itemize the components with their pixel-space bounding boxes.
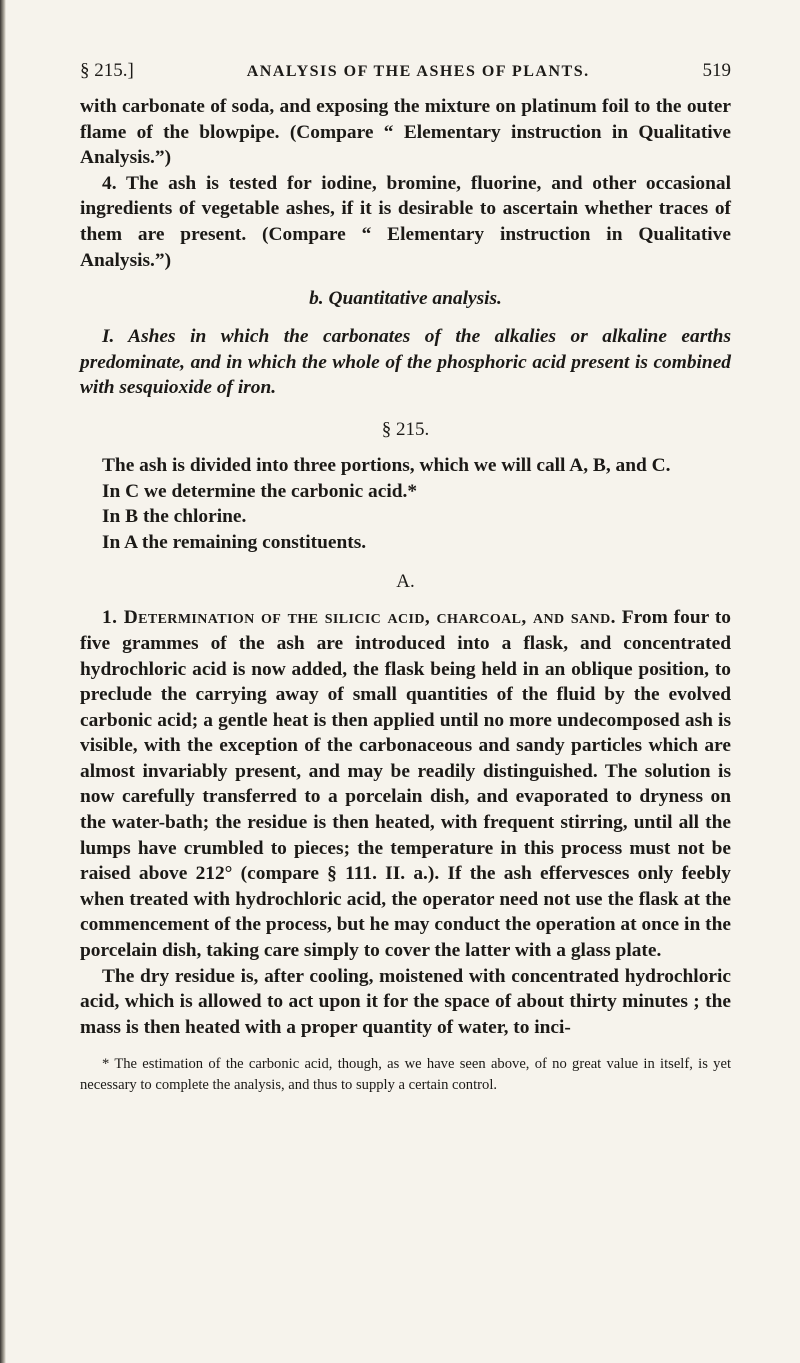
header-section: § 215.] <box>80 60 134 81</box>
portion-line: The ash is divided into three portions, which we will call A, B, and C. <box>102 454 671 476</box>
page-content <box>80 60 731 1096</box>
portion-line: In C we determine the carbonic acid.* <box>102 480 418 502</box>
section-mark: § 215. <box>381 418 430 440</box>
paragraph-dry-residue: The dry residue is, after cooling, moistened with concentrated hydrochloric acid, which is allowed to act upon it for the space of about thirty minutes ; the mass is then heated with a proper quantity of water, to inci- <box>80 965 731 1038</box>
page-edge-shadow <box>0 0 6 1363</box>
paragraph-1-heading: 1. Determination of the silicic acid, charcoal, and sand. <box>102 607 616 629</box>
running-header <box>80 60 731 82</box>
running-title: ANALYSIS OF THE ASHES OF PLANTS. <box>246 63 590 80</box>
paragraph-1-body: From four to five grammes of the ash are introduced into a flask, and concentrated hydrochloric acid is now added, the flask being held in an oblique position, to preclude the carrying away of small quantities of the fluid by the evolved carbonic acid; a gentle heat is then applied until no more undecomposed ash is visible, with the exception of the carbonaceous and sandy particles which are almost invariably present, and may be readily distinguished. The solution is now carefully transferred to a porcelain dish, and evaporated to dryness on the water-bath; the residue is then heated, with frequent stirring, until all the lumps have crumbled to pieces; the temperature in this process must not be raised above 212° (compare § 111. II. a.). If the ash effervesces only feebly when treated with hydrochloric acid, the operator need not use the flask at the commencement of the process, but he may conduct the operation at once in the porcelain dish, taking care simply to cover the latter with a glass plate. <box>80 607 731 962</box>
heading-quantitative-analysis: b. Quantitative analysis. <box>309 288 502 310</box>
footnote: * The estimation of the carbonic acid, though, as we have seen above, of no great value in itself, is yet necessary to complete the analysis, and thus to supply a certain control. <box>80 1056 731 1094</box>
paragraph-intro: with carbonate of soda, and exposing the mixture on platinum foil to the outer flame of the blowpipe. (Compare “ Elementary instruction in Qualitative Analysis.”) <box>80 96 731 169</box>
letter-heading: A. <box>396 571 415 593</box>
paragraph-4: 4. The ash is tested for iodine, bromine, fluorine, and other occasional ingredients of vegetable ashes, if it is desirable to ascertain whether traces of them are present. (Compare “ Elementary instruction in Qualitative Analysis.”) <box>80 172 731 271</box>
paragraph-1 <box>80 605 731 963</box>
portion-line: In B the chlorine. <box>102 506 247 528</box>
heading-ashes-carbonates: I. Ashes in which the carbonates of the alkalies or alkaline earths predominate, and in which the whole of the phosphoric acid present is combined with sesquioxide of iron. <box>80 326 731 399</box>
portion-line: In A the remaining constituents. <box>102 531 367 553</box>
page-number: 519 <box>702 60 731 81</box>
